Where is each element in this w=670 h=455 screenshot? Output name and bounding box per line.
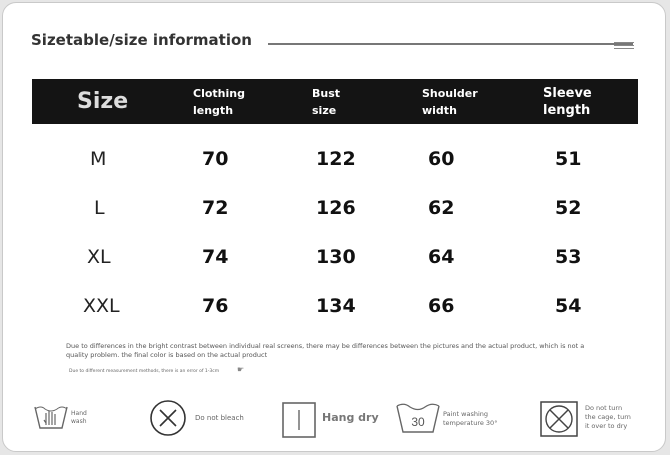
title-divider [268, 43, 633, 45]
cell-sleeve: 51 [555, 148, 582, 170]
page-title: Sizetable/size information [31, 31, 252, 49]
table-row [32, 139, 638, 179]
cell-shoulder: 66 [428, 295, 455, 317]
measurement-note: Due to different measurement methods, there is an error of 1-3cm [69, 369, 220, 374]
disclaimer-note: Due to differences in the bright contrast between individual real screens, there may be differences between the pictures and the actual product, which is not a quality problem. the final color is based on the actual product [66, 342, 585, 359]
cell-bust: 130 [316, 246, 356, 268]
hand-pointer-icon: ☛ [237, 365, 245, 374]
cell-bust: 126 [316, 197, 356, 219]
hand-wash-icon [33, 401, 69, 431]
do-not-bleach-label: Do not bleach [195, 414, 244, 422]
do-not-tumble-dry-label: Do not turn the cage, turn it over to dry [585, 404, 631, 430]
cell-shoulder: 60 [428, 148, 455, 170]
wash-temperature-icon [395, 402, 441, 434]
cell-clothing-length: 74 [202, 246, 229, 268]
header-clothing-length: Clothing length [193, 86, 245, 117]
hang-dry-label: Hang dry [322, 411, 379, 424]
cell-clothing-length: 70 [202, 148, 229, 170]
cell-shoulder: 64 [428, 246, 455, 268]
cell-size: XL [87, 246, 111, 268]
cell-size: L [94, 197, 105, 219]
cell-bust: 134 [316, 295, 356, 317]
hang-dry-icon [282, 402, 316, 438]
header-shoulder-width: Shoulder width [422, 86, 478, 117]
header-sleeve-length: Sleeve length [543, 85, 592, 118]
header-size: Size [77, 89, 129, 114]
do-not-tumble-dry-icon [540, 401, 578, 437]
size-table-card [2, 2, 666, 452]
cell-sleeve: 52 [555, 197, 582, 219]
table-row [32, 188, 638, 228]
hand-wash-label: Hand wash [71, 410, 87, 425]
table-row [32, 237, 638, 277]
cell-shoulder: 62 [428, 197, 455, 219]
wash-temperature-number: 30 [411, 415, 425, 429]
cell-size: M [90, 148, 107, 170]
table-row [32, 286, 638, 326]
header-bust-size: Bust size [312, 86, 341, 117]
wash-temperature-label: Paint washing temperature 30° [443, 410, 498, 427]
table-header [32, 79, 638, 124]
do-not-bleach-icon [149, 399, 187, 437]
cell-bust: 122 [316, 148, 356, 170]
cell-sleeve: 53 [555, 246, 582, 268]
cell-clothing-length: 76 [202, 295, 229, 317]
cell-clothing-length: 72 [202, 197, 229, 219]
menu-lines-icon [614, 42, 634, 54]
cell-size: XXL [83, 295, 120, 317]
cell-sleeve: 54 [555, 295, 582, 317]
